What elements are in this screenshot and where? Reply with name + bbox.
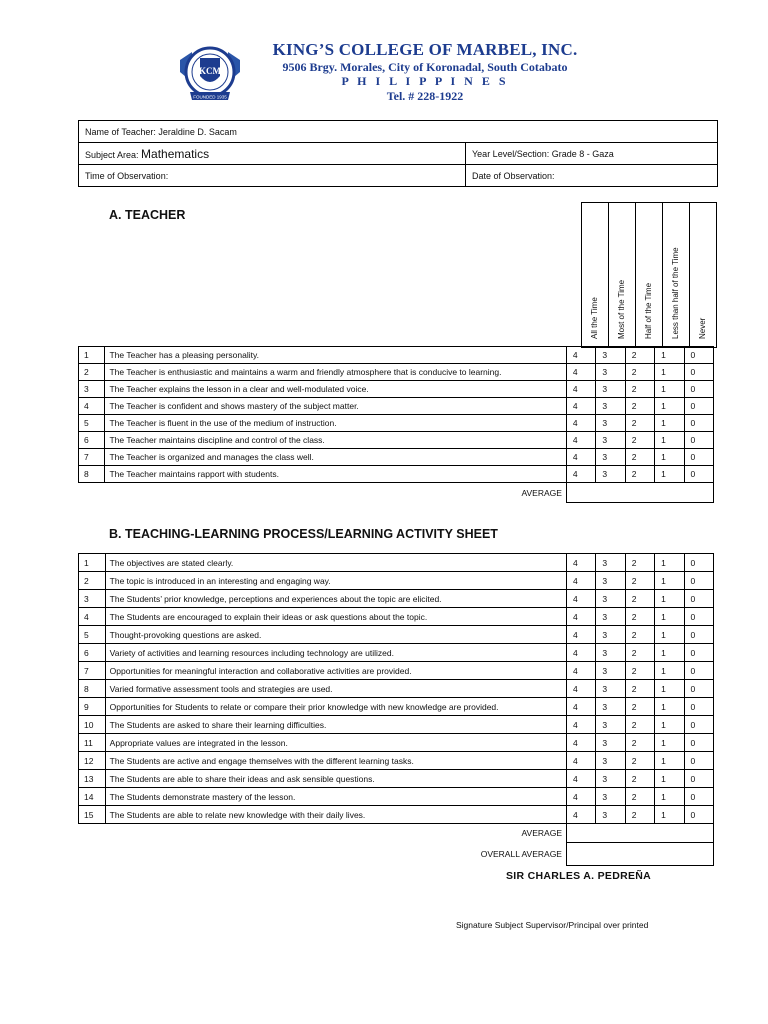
score-option[interactable]: 3: [596, 788, 625, 806]
score-option[interactable]: 0: [684, 554, 713, 572]
score-option[interactable]: 3: [596, 590, 625, 608]
rating-row: [79, 644, 714, 662]
score-option[interactable]: 4: [566, 644, 595, 662]
subject-area-field: Subject Area: Mathematics: [79, 143, 466, 165]
score-option[interactable]: 0: [684, 381, 713, 398]
rating-column-header: [609, 203, 636, 348]
rating-row: [79, 716, 714, 734]
score-option[interactable]: 0: [684, 644, 713, 662]
item-number: 5: [79, 626, 106, 644]
average-label: AVERAGE: [521, 487, 562, 498]
score-option[interactable]: 1: [655, 626, 684, 644]
score-option[interactable]: 1: [655, 364, 684, 381]
section-b-title: B. TEACHING-LEARNING PROCESS/LEARNING ACTIVITY SHEET: [109, 527, 498, 541]
item-number: 6: [79, 644, 106, 662]
score-option[interactable]: 1: [655, 466, 684, 483]
score-option[interactable]: 2: [625, 788, 654, 806]
item-number: 12: [79, 752, 106, 770]
item-statement: The Teacher maintains rapport with students.: [105, 466, 566, 483]
score-option[interactable]: 4: [566, 716, 595, 734]
rating-row: [79, 698, 714, 716]
score-option[interactable]: 2: [625, 806, 654, 824]
rating-row: [79, 432, 714, 449]
teacher-name-field: Name of Teacher: Jeraldine D. Sacam: [79, 121, 718, 143]
score-option[interactable]: 4: [566, 680, 595, 698]
rating-row: [79, 398, 714, 415]
item-number: 3: [79, 381, 105, 398]
score-option[interactable]: 0: [684, 415, 713, 432]
score-option[interactable]: 3: [596, 572, 625, 590]
rating-row: [79, 608, 714, 626]
score-option[interactable]: 0: [684, 572, 713, 590]
score-option[interactable]: 0: [684, 698, 713, 716]
school-name: KING’S COLLEGE OF MARBEL, INC.: [272, 40, 578, 59]
score-option[interactable]: 4: [566, 347, 595, 364]
average-row: [79, 483, 714, 503]
score-option[interactable]: 4: [566, 752, 595, 770]
score-option[interactable]: 2: [625, 770, 654, 788]
item-number: 13: [79, 770, 106, 788]
score-option[interactable]: 2: [625, 466, 654, 483]
score-option[interactable]: 3: [596, 734, 625, 752]
score-option[interactable]: 2: [625, 398, 654, 415]
score-option[interactable]: 0: [684, 626, 713, 644]
item-number: 8: [79, 680, 106, 698]
rating-row: [79, 626, 714, 644]
rating-row: [79, 572, 714, 590]
average-value-box[interactable]: [566, 824, 713, 843]
score-option[interactable]: 0: [684, 432, 713, 449]
score-option[interactable]: 1: [655, 770, 684, 788]
score-option[interactable]: 4: [566, 364, 595, 381]
signature-role: Signature Subject Supervisor/Principal over printed: [456, 920, 649, 930]
score-option[interactable]: 2: [625, 644, 654, 662]
item-statement: The Teacher maintains discipline and control of the class.: [105, 432, 566, 449]
item-statement: Opportunities for Students to relate or compare their prior knowledge with new knowledge are provided.: [105, 698, 566, 716]
section-a-title: A. TEACHER: [109, 208, 186, 222]
average-row: [79, 824, 714, 843]
rating-column-label: Never: [698, 317, 707, 339]
rating-row: [79, 734, 714, 752]
score-option[interactable]: 4: [566, 626, 595, 644]
average-row: [79, 842, 714, 865]
score-option[interactable]: 3: [596, 662, 625, 680]
score-option[interactable]: 4: [566, 662, 595, 680]
item-statement: The Teacher is confident and shows mastery of the subject matter.: [105, 398, 566, 415]
score-option[interactable]: 3: [596, 554, 625, 572]
score-option[interactable]: 2: [625, 347, 654, 364]
item-statement: The objectives are stated clearly.: [105, 554, 566, 572]
item-statement: The Students are able to share their ideas and ask sensible questions.: [105, 770, 566, 788]
score-option[interactable]: 2: [625, 734, 654, 752]
rating-row: [79, 590, 714, 608]
score-option[interactable]: 0: [684, 364, 713, 381]
item-number: 4: [79, 398, 105, 415]
score-option[interactable]: 1: [655, 680, 684, 698]
score-option[interactable]: 3: [596, 415, 625, 432]
score-option[interactable]: 2: [625, 554, 654, 572]
item-statement: The Students demonstrate mastery of the lesson.: [105, 788, 566, 806]
rating-column-label: Less than half of the Time: [671, 247, 680, 339]
score-option[interactable]: 0: [684, 662, 713, 680]
score-option[interactable]: 2: [625, 432, 654, 449]
score-option[interactable]: 1: [655, 449, 684, 466]
item-number: 5: [79, 415, 105, 432]
item-statement: The Students are encouraged to explain their ideas or ask questions about the topic.: [105, 608, 566, 626]
average-label: OVERALL AVERAGE: [480, 848, 562, 859]
item-number: 1: [79, 347, 105, 364]
item-number: 8: [79, 466, 105, 483]
score-option[interactable]: 2: [625, 662, 654, 680]
rating-row: [79, 381, 714, 398]
item-number: 4: [79, 608, 106, 626]
rating-row: [79, 347, 714, 364]
item-number: 3: [79, 590, 106, 608]
rating-column-header: [582, 203, 609, 348]
rating-column-label: Most of the Time: [617, 279, 626, 339]
score-option[interactable]: 1: [655, 347, 684, 364]
item-number: 9: [79, 698, 106, 716]
item-statement: The Teacher explains the lesson in a clear and well-modulated voice.: [105, 381, 566, 398]
rating-row: [79, 449, 714, 466]
item-statement: Variety of activities and learning resources including technology are utilized.: [105, 644, 566, 662]
item-statement: The Teacher is organized and manages the class well.: [105, 449, 566, 466]
score-option[interactable]: 2: [625, 590, 654, 608]
item-statement: The Teacher is fluent in the use of the medium of instruction.: [105, 415, 566, 432]
score-option[interactable]: 1: [655, 590, 684, 608]
score-option[interactable]: 0: [684, 734, 713, 752]
score-option[interactable]: 2: [625, 608, 654, 626]
rating-row: [79, 806, 714, 824]
score-option[interactable]: 1: [655, 752, 684, 770]
item-number: 11: [79, 734, 106, 752]
item-statement: The Students are active and engage themselves with the different learning tasks.: [105, 752, 566, 770]
date-observation-field: Date of Observation:: [466, 165, 718, 187]
score-option[interactable]: 4: [566, 788, 595, 806]
rating-column-label: All the Time: [590, 297, 599, 339]
score-option[interactable]: 0: [684, 752, 713, 770]
score-option[interactable]: 3: [596, 752, 625, 770]
item-number: 7: [79, 662, 106, 680]
score-option[interactable]: 3: [596, 466, 625, 483]
school-address: 9506 Brgy. Morales, City of Koronadal, South Cotabato: [282, 60, 568, 74]
score-option[interactable]: 0: [684, 806, 713, 824]
score-option[interactable]: 3: [596, 432, 625, 449]
score-option[interactable]: 3: [596, 716, 625, 734]
time-observation-field: Time of Observation:: [79, 165, 466, 187]
item-statement: The topic is introduced in an interesting and engaging way.: [105, 572, 566, 590]
score-option[interactable]: 2: [625, 626, 654, 644]
item-statement: The Students’ prior knowledge, perceptions and experiences about the topic are elicited.: [105, 590, 566, 608]
score-option[interactable]: 2: [625, 572, 654, 590]
score-option[interactable]: 1: [655, 698, 684, 716]
score-option[interactable]: 1: [655, 716, 684, 734]
item-statement: The Teacher has a pleasing personality.: [105, 347, 566, 364]
score-option[interactable]: 0: [684, 608, 713, 626]
score-option[interactable]: 4: [566, 698, 595, 716]
score-option[interactable]: 1: [655, 554, 684, 572]
learning-process-rating-table: [78, 553, 714, 866]
teacher-rating-table: [78, 346, 714, 503]
score-option[interactable]: 0: [684, 788, 713, 806]
score-option[interactable]: 3: [596, 644, 625, 662]
item-statement: The Teacher is enthusiastic and maintains a warm and friendly atmosphere that is conducive to learning.: [105, 364, 566, 381]
item-statement: The Students are able to relate new knowledge with their daily lives.: [105, 806, 566, 824]
score-option[interactable]: 4: [566, 398, 595, 415]
score-option[interactable]: 3: [596, 449, 625, 466]
score-option[interactable]: 4: [566, 608, 595, 626]
score-option[interactable]: 3: [596, 381, 625, 398]
score-option[interactable]: 3: [596, 398, 625, 415]
svg-text:FOUNDED 1935: FOUNDED 1935: [193, 94, 227, 100]
item-number: 2: [79, 572, 106, 590]
score-option[interactable]: 4: [566, 572, 595, 590]
score-option[interactable]: 2: [625, 415, 654, 432]
rating-row: [79, 466, 714, 483]
score-option[interactable]: 3: [596, 347, 625, 364]
rating-column-label: Half of the Time: [644, 282, 653, 339]
score-option[interactable]: 0: [684, 449, 713, 466]
svg-text:KCM: KCM: [199, 66, 221, 76]
score-option[interactable]: 4: [566, 806, 595, 824]
score-option[interactable]: 1: [655, 806, 684, 824]
score-option[interactable]: 3: [596, 698, 625, 716]
score-option[interactable]: 1: [655, 644, 684, 662]
average-value-box[interactable]: [566, 483, 713, 503]
rating-row: [79, 554, 714, 572]
score-option[interactable]: 3: [596, 626, 625, 644]
rating-row: [79, 752, 714, 770]
score-option[interactable]: 1: [655, 734, 684, 752]
score-option[interactable]: 4: [566, 449, 595, 466]
rating-column-header: [663, 203, 690, 348]
score-option[interactable]: 0: [684, 680, 713, 698]
rating-column-headers: [581, 202, 717, 348]
item-number: 15: [79, 806, 106, 824]
score-option[interactable]: 1: [655, 398, 684, 415]
item-statement: The Students are asked to share their learning difficulties.: [105, 716, 566, 734]
score-option[interactable]: 4: [566, 590, 595, 608]
item-statement: Appropriate values are integrated in the lesson.: [105, 734, 566, 752]
rating-row: [79, 415, 714, 432]
rating-row: [79, 364, 714, 381]
rating-column-header: [690, 203, 717, 348]
score-option[interactable]: 2: [625, 680, 654, 698]
average-value-box[interactable]: [566, 842, 713, 865]
signature-name: SIR CHARLES A. PEDREÑA: [506, 870, 652, 882]
observation-info-table: [78, 120, 718, 187]
item-number: 2: [79, 364, 105, 381]
score-option[interactable]: 0: [684, 770, 713, 788]
score-option[interactable]: 2: [625, 364, 654, 381]
school-country: P H I L I P P I N E S: [341, 74, 509, 88]
score-option[interactable]: 3: [596, 608, 625, 626]
score-option[interactable]: 3: [596, 680, 625, 698]
item-statement: Thought-provoking questions are asked.: [105, 626, 566, 644]
score-option[interactable]: 4: [566, 415, 595, 432]
score-option[interactable]: 2: [625, 381, 654, 398]
rating-row: [79, 662, 714, 680]
score-option[interactable]: 4: [566, 734, 595, 752]
score-option[interactable]: 0: [684, 466, 713, 483]
score-option[interactable]: 3: [596, 770, 625, 788]
score-option[interactable]: 2: [625, 752, 654, 770]
average-label: AVERAGE: [521, 828, 562, 838]
score-option[interactable]: 0: [684, 716, 713, 734]
score-option[interactable]: 0: [684, 347, 713, 364]
score-option[interactable]: 2: [625, 698, 654, 716]
item-statement: Varied formative assessment tools and strategies are used.: [105, 680, 566, 698]
item-number: 10: [79, 716, 106, 734]
item-number: 6: [79, 432, 105, 449]
score-option[interactable]: 4: [566, 432, 595, 449]
score-option[interactable]: 1: [655, 788, 684, 806]
score-option[interactable]: 4: [566, 554, 595, 572]
year-level-field: Year Level/Section: Grade 8 - Gaza: [466, 143, 718, 165]
score-option[interactable]: 0: [684, 590, 713, 608]
rating-row: [79, 680, 714, 698]
score-option[interactable]: 1: [655, 432, 684, 449]
item-number: 14: [79, 788, 106, 806]
score-option[interactable]: 3: [596, 806, 625, 824]
rating-column-header: [636, 203, 663, 348]
item-number: 1: [79, 554, 106, 572]
score-option[interactable]: 2: [625, 449, 654, 466]
score-option[interactable]: 1: [655, 415, 684, 432]
rating-row: [79, 788, 714, 806]
item-number: 7: [79, 449, 105, 466]
score-option[interactable]: 4: [566, 381, 595, 398]
rating-row: [79, 770, 714, 788]
score-option[interactable]: 2: [625, 716, 654, 734]
item-statement: Opportunities for meaningful interaction and collaborative activities are provided.: [105, 662, 566, 680]
school-tel: Tel. # 228-1922: [386, 89, 464, 103]
score-option[interactable]: 3: [596, 364, 625, 381]
score-option[interactable]: 1: [655, 662, 684, 680]
score-option[interactable]: 0: [684, 398, 713, 415]
score-option[interactable]: 1: [655, 572, 684, 590]
score-option[interactable]: 4: [566, 770, 595, 788]
score-option[interactable]: 4: [566, 466, 595, 483]
score-option[interactable]: 1: [655, 608, 684, 626]
score-option[interactable]: 1: [655, 381, 684, 398]
